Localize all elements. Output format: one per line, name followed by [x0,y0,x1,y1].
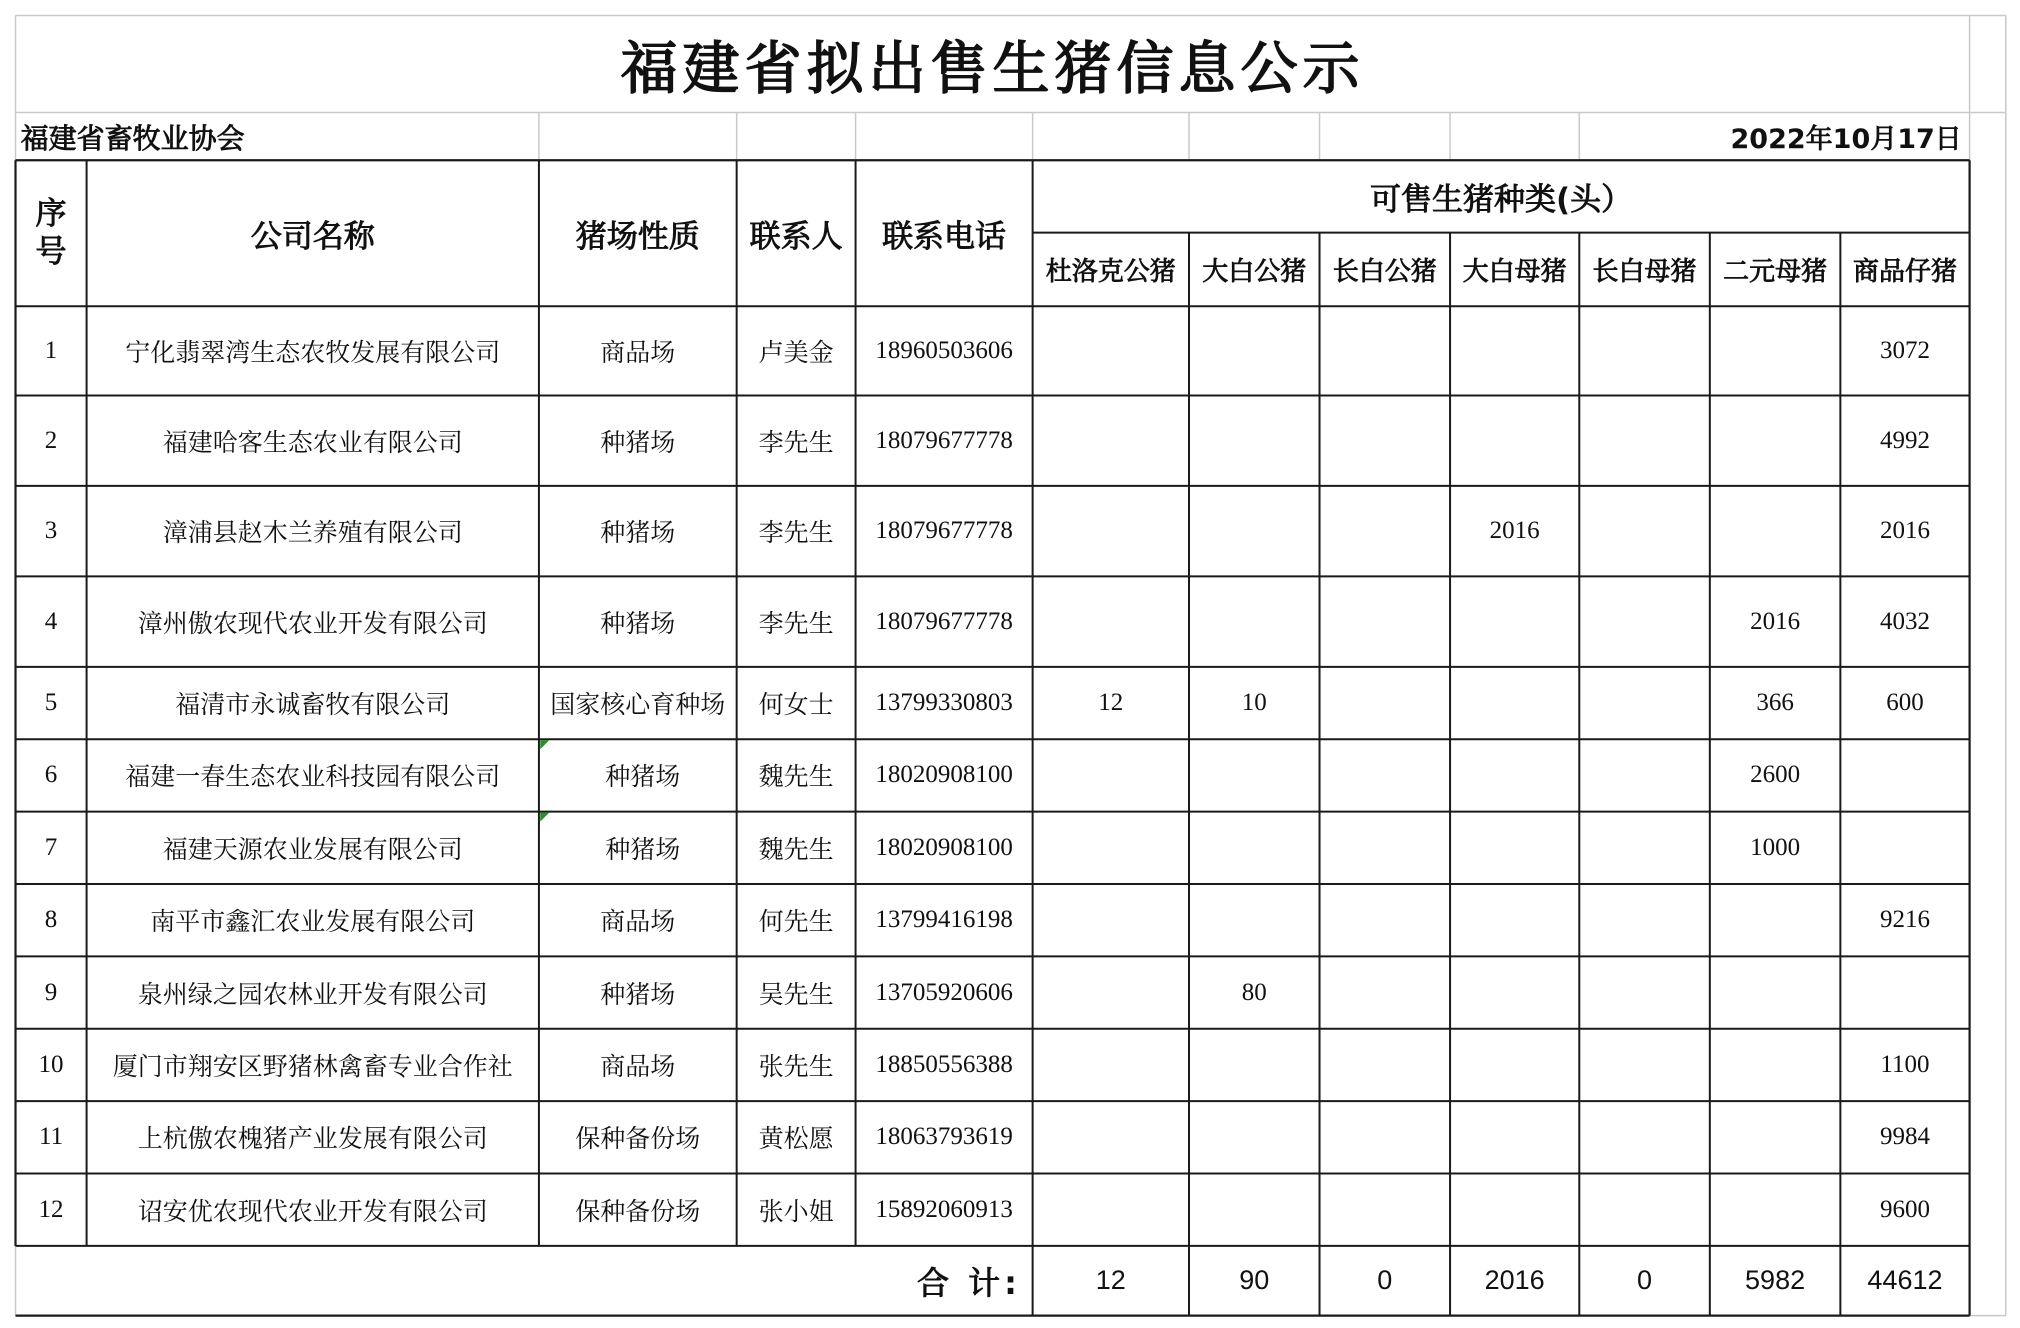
total-count: 12 [1095,1265,1126,1296]
total-count: 90 [1239,1265,1270,1296]
row-farm-type: 种猪场 [600,981,676,1009]
row-company: 福建天源农业发展有限公司 [162,836,463,864]
row-company: 漳浦县赵木兰养殖有限公司 [162,520,463,548]
total-count: 0 [1377,1265,1393,1296]
row-contact: 张小姐 [758,1198,834,1226]
header-category: 大白母猪 [1462,256,1567,287]
row-company: 福清市永诚畜牧有限公司 [175,692,451,720]
row-count: 10 [1241,689,1267,717]
row-contact: 魏先生 [758,764,834,792]
row-seq: 8 [44,906,58,934]
row-count: 2016 [1879,517,1930,545]
row-company: 南平市鑫汇农业发展有限公司 [150,909,476,937]
header-contact: 联系人 [749,218,843,255]
row-phone: 18960503606 [875,336,1013,364]
row-contact: 何先生 [758,909,834,937]
row-farm-type: 商品场 [600,1053,676,1081]
organization-name: 福建省畜牧业协会 [20,121,245,155]
row-company: 上杭傲农槐猪产业发展有限公司 [137,1126,488,1154]
row-contact: 黄松愿 [758,1126,834,1154]
row-seq: 4 [44,607,58,635]
row-phone: 18079677778 [875,607,1013,635]
header-category: 杜洛克公猪 [1045,256,1176,287]
row-count: 2600 [1750,761,1801,789]
header-phone: 联系电话 [882,218,1007,255]
row-company: 福建一春生态农业科技园有限公司 [125,764,501,792]
row-farm-type: 商品场 [600,909,676,937]
row-phone: 18850556388 [875,1050,1013,1078]
row-contact: 魏先生 [758,836,834,864]
row-count: 2016 [1750,607,1801,635]
row-phone: 13799416198 [875,906,1013,934]
row-seq: 2 [44,426,58,454]
header-category: 长白公猪 [1332,256,1437,287]
row-farm-type: 种猪场 [605,836,681,864]
row-seq: 6 [44,761,58,789]
row-count: 9600 [1879,1195,1930,1223]
total-count: 0 [1637,1265,1653,1296]
row-company: 福建哈客生态农业有限公司 [162,429,463,457]
total-count: 5982 [1745,1265,1806,1296]
row-count: 4992 [1879,426,1930,454]
row-phone: 18079677778 [875,426,1013,454]
row-count: 2016 [1489,517,1540,545]
row-phone: 18020908100 [875,761,1013,789]
row-seq: 11 [39,1123,64,1151]
row-farm-type: 种猪场 [600,520,676,548]
row-seq: 3 [44,517,58,545]
row-company: 泉州绿之园农林业开发有限公司 [137,981,488,1009]
row-seq: 9 [44,978,58,1006]
row-count: 12 [1098,689,1124,717]
row-farm-type: 保种备份场 [575,1126,701,1154]
header-breed-group: 可售生猪种类(头） [1370,181,1633,218]
header-category: 大白公猪 [1202,256,1307,287]
row-count: 9984 [1879,1123,1930,1151]
row-seq: 7 [44,833,58,861]
row-company: 漳州傲农现代农业开发有限公司 [137,610,488,638]
total-label: 合 计: [917,1263,1021,1302]
sheet-title: 福建省拟出售生猪信息公示 [620,35,1365,102]
row-phone: 18020908100 [875,833,1013,861]
row-count: 4032 [1879,607,1930,635]
publish-date: 2022年10月17日 [1730,124,1962,156]
row-count: 9216 [1879,906,1930,934]
row-count: 1000 [1750,833,1801,861]
row-count: 600 [1886,689,1924,717]
row-seq: 12 [38,1195,64,1223]
row-contact: 卢美金 [758,339,834,367]
header-seq: 序号 [35,195,67,271]
row-contact: 李先生 [758,429,834,457]
row-phone: 18079677778 [875,517,1013,545]
row-seq: 10 [38,1050,64,1078]
row-seq: 1 [44,336,58,364]
row-phone: 18063793619 [875,1123,1013,1151]
row-contact: 张先生 [758,1053,834,1081]
row-contact: 何女士 [758,692,834,720]
row-count: 366 [1756,689,1794,717]
row-farm-type: 种猪场 [600,610,676,638]
row-seq: 5 [44,689,58,717]
row-farm-type: 国家核心育种场 [550,692,726,720]
row-farm-type: 种猪场 [605,764,681,792]
total-count: 2016 [1484,1265,1545,1296]
header-category: 二元母猪 [1723,256,1828,287]
row-contact: 吴先生 [758,981,834,1009]
row-count: 1100 [1880,1050,1930,1078]
row-phone: 13799330803 [875,689,1013,717]
row-company: 厦门市翔安区野猪林禽畜专业合作社 [112,1053,513,1081]
header-category: 商品仔猪 [1852,256,1957,287]
row-phone: 13705920606 [875,978,1013,1006]
row-farm-type: 种猪场 [600,429,676,457]
row-company: 诏安优农现代农业开发有限公司 [137,1198,488,1226]
row-phone: 15892060913 [875,1195,1013,1223]
row-count: 80 [1241,978,1267,1006]
row-company: 宁化翡翠湾生态农牧发展有限公司 [125,339,501,367]
row-farm-type: 商品场 [600,339,676,367]
row-farm-type: 保种备份场 [575,1198,701,1226]
row-contact: 李先生 [758,520,834,548]
total-count: 44612 [1867,1265,1943,1296]
row-contact: 李先生 [758,610,834,638]
row-count: 3072 [1879,336,1930,364]
header-category: 长白母猪 [1592,256,1697,287]
header-company: 公司名称 [250,218,375,255]
header-farm-type: 猪场性质 [575,218,700,255]
